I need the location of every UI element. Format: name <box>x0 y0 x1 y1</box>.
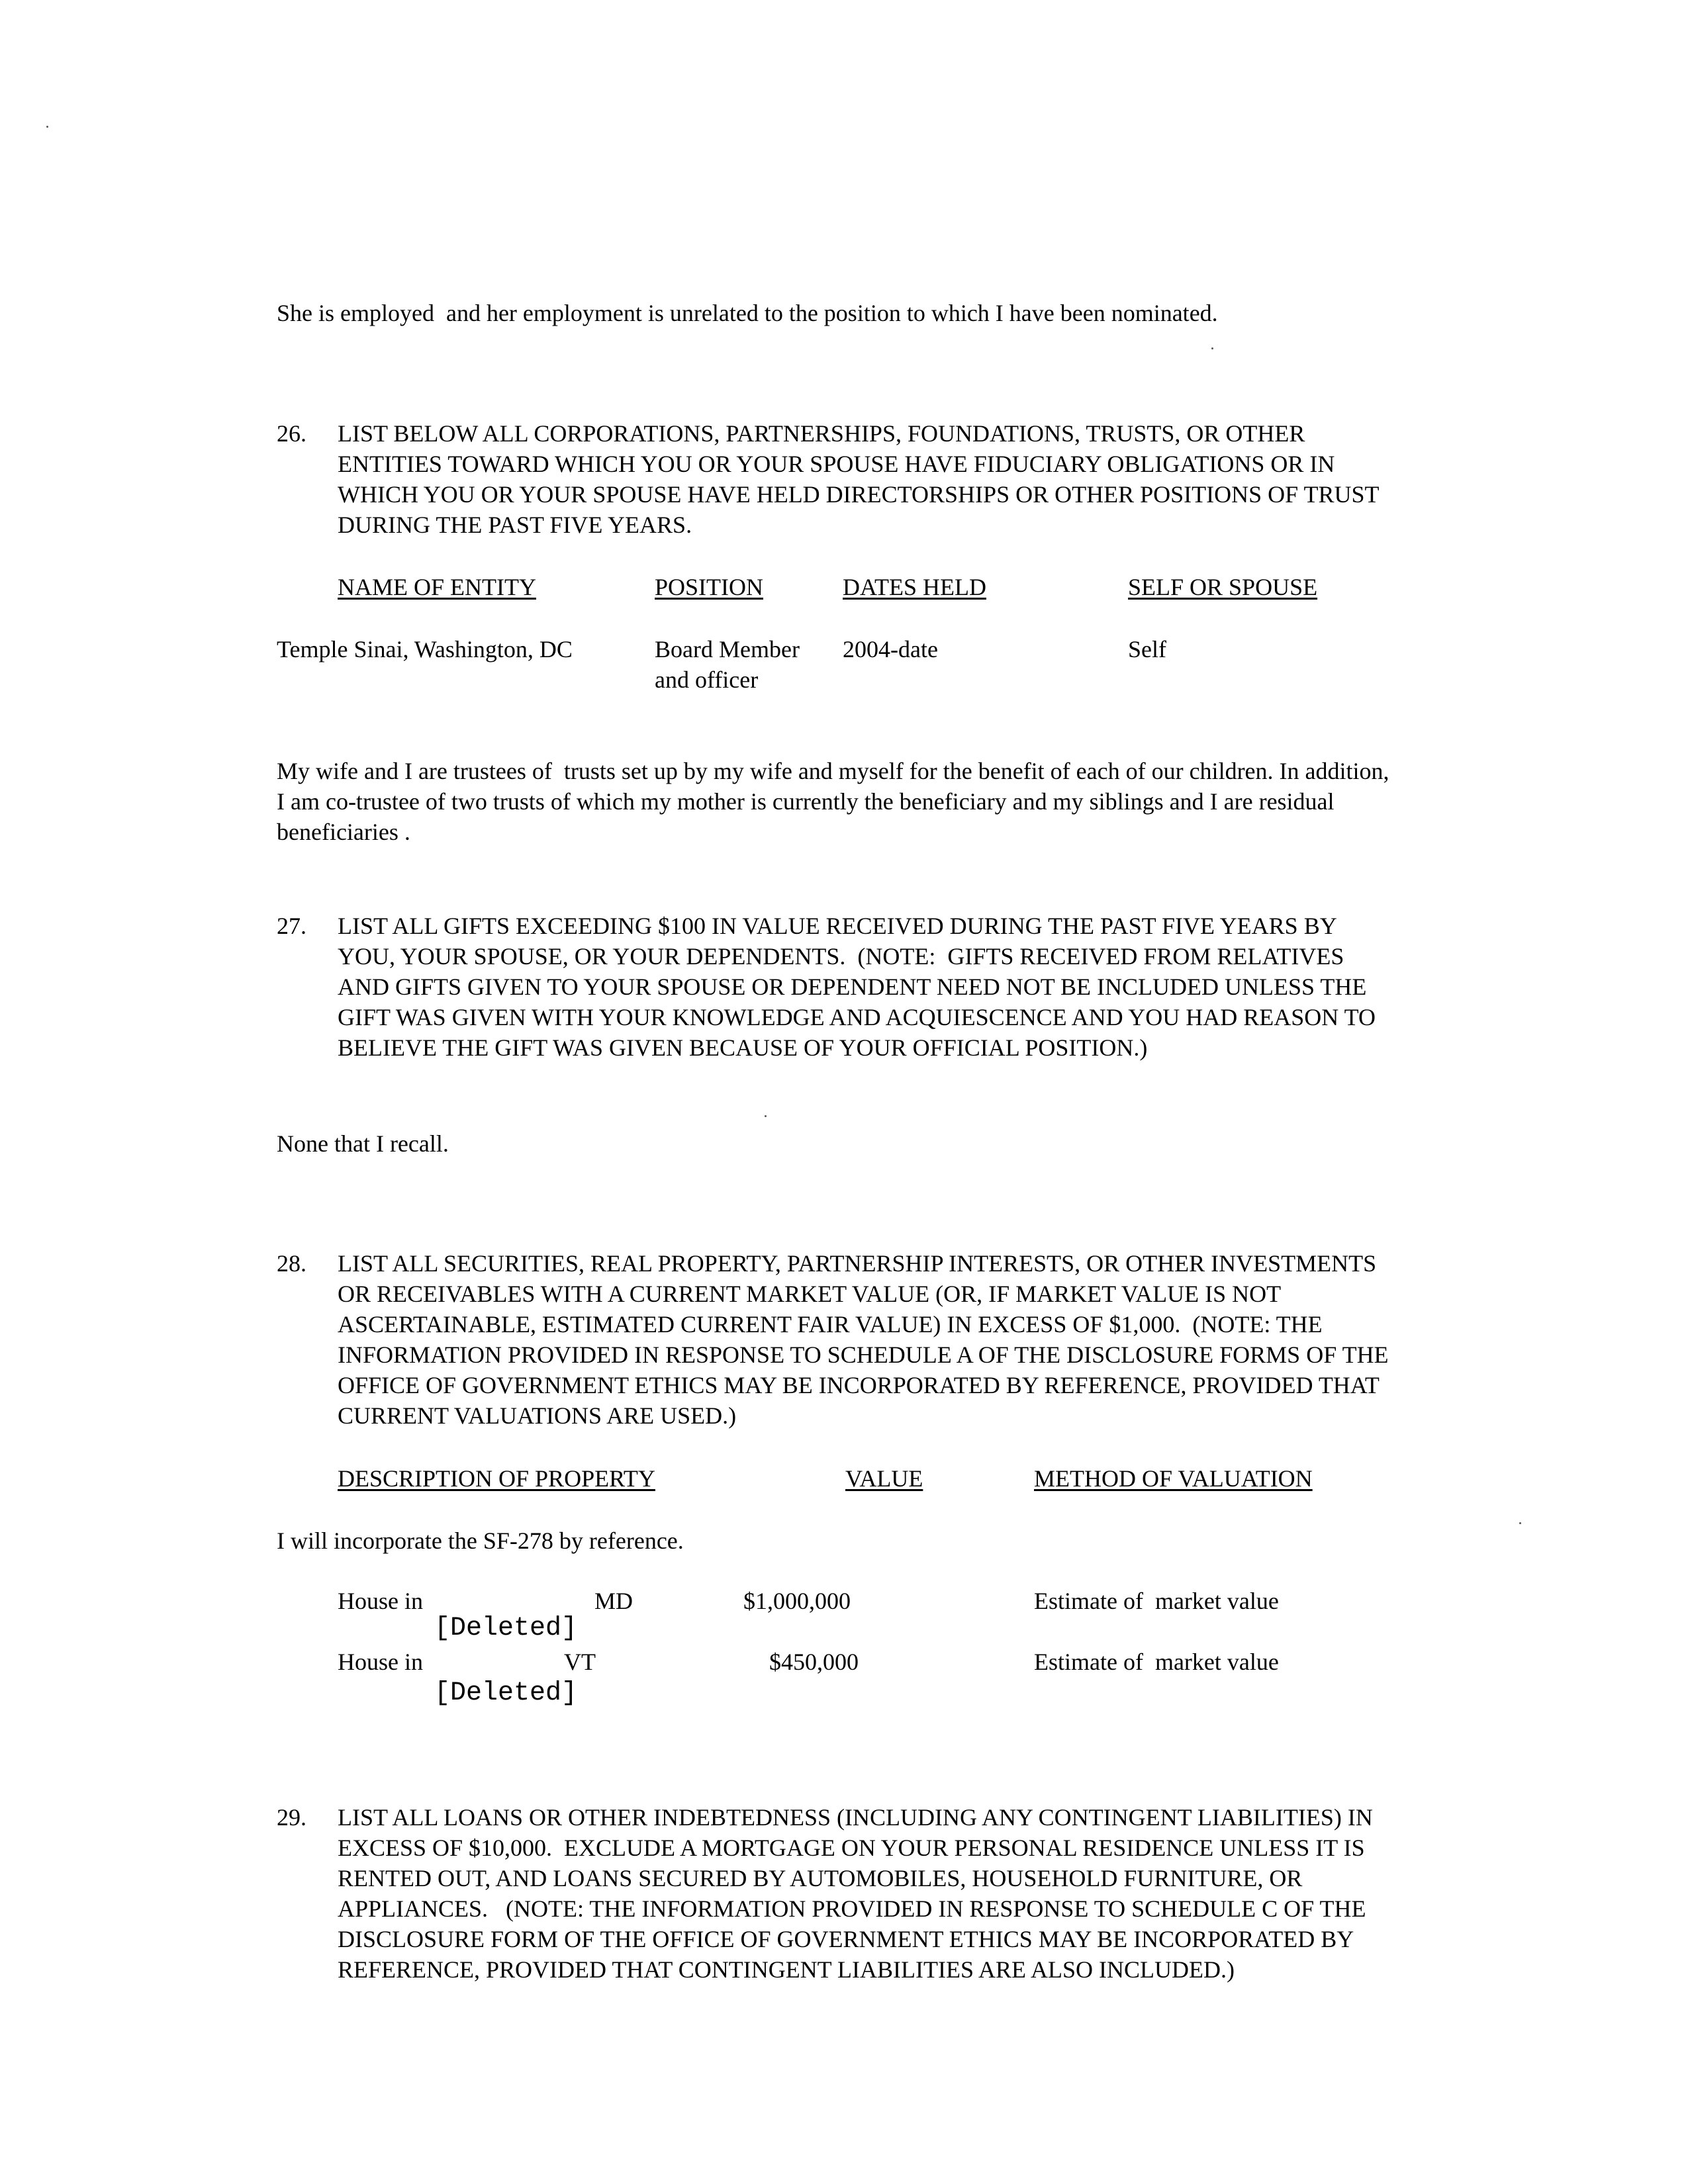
note-line: I am co-trustee of two trusts of which my mother is currently the beneficiary and my siblings and I are residual <box>277 788 1335 815</box>
question-line: YOU, YOUR SPOUSE, OR YOUR DEPENDENTS. (NOTE: GIFTS RECEIVED FROM RELATIVES <box>338 943 1344 970</box>
column-header-dates: DATES HELD <box>843 574 986 600</box>
column-header-value: VALUE <box>845 1465 923 1492</box>
property-description: House in <box>338 1588 423 1614</box>
question-number: 28. <box>277 1250 306 1277</box>
question-line: ASCERTAINABLE, ESTIMATED CURRENT FAIR VALUE) IN EXCESS OF $1,000. (NOTE: THE <box>338 1311 1323 1338</box>
question-text <box>338 1802 1373 1985</box>
property-state: VT <box>564 1649 596 1675</box>
question-line: EXCESS OF $10,000. EXCLUDE A MORTGAGE ON YOUR PERSONAL RESIDENCE UNLESS IT IS <box>338 1835 1365 1861</box>
entity-name: Temple Sinai, Washington, DC <box>277 636 573 662</box>
note-line: My wife and I are trustees of trusts set up by my wife and myself for the benefit of each of our children. In addition, <box>277 758 1389 784</box>
column-header-position: POSITION <box>655 574 764 600</box>
property-description: House in <box>338 1649 423 1675</box>
scan-speck <box>765 1115 767 1117</box>
question-number: 29. <box>277 1804 306 1831</box>
property-method: Estimate of market value <box>1034 1649 1279 1675</box>
question-line: OR RECEIVABLES WITH A CURRENT MARKET VALUE (OR, IF MARKET VALUE IS NOT <box>338 1281 1282 1307</box>
question-line: DISCLOSURE FORM OF THE OFFICE OF GOVERNMENT ETHICS MAY BE INCORPORATED BY <box>338 1926 1354 1952</box>
spouse-employment-text: She is employed and her employment is unrelated to the position to which I have been nominated. <box>277 300 1218 326</box>
scan-speck <box>46 126 48 128</box>
question-line: CURRENT VALUATIONS ARE USED.) <box>338 1402 737 1429</box>
entity-self-spouse: Self <box>1128 636 1166 662</box>
entity-position-cont: and officer <box>655 666 759 693</box>
trusts-note <box>277 756 1389 847</box>
question-line: LIST BELOW ALL CORPORATIONS, PARTNERSHIPS, FOUNDATIONS, TRUSTS, OR OTHER <box>338 420 1305 447</box>
note-line: beneficiaries . <box>277 819 410 845</box>
column-header-self-spouse: SELF OR SPOUSE <box>1128 574 1318 600</box>
entity-dates: 2004-date <box>843 636 938 662</box>
question-text <box>338 1248 1389 1431</box>
question-line: INFORMATION PROVIDED IN RESPONSE TO SCHEDULE A OF THE DISCLOSURE FORMS OF THE <box>338 1342 1389 1368</box>
column-header-method: METHOD OF VALUATION <box>1034 1465 1313 1492</box>
column-header-entity: NAME OF ENTITY <box>338 574 536 600</box>
question-line: APPLIANCES. (NOTE: THE INFORMATION PROVIDED IN RESPONSE TO SCHEDULE C OF THE <box>338 1895 1366 1922</box>
question-number: 26. <box>277 420 306 447</box>
property-value: $1,000,000 <box>743 1588 851 1614</box>
question-text <box>338 911 1376 1063</box>
entity-position: Board Member <box>655 636 800 662</box>
redaction-label: [Deleted] <box>434 1678 578 1708</box>
scan-speck <box>1211 347 1213 349</box>
property-value: $450,000 <box>769 1649 859 1675</box>
scan-speck <box>1519 1522 1521 1524</box>
question-line: LIST ALL LOANS OR OTHER INDEBTEDNESS (INCLUDING ANY CONTINGENT LIABILITIES) IN <box>338 1804 1373 1831</box>
question-line: WHICH YOU OR YOUR SPOUSE HAVE HELD DIRECTORSHIPS OR OTHER POSITIONS OF TRUST <box>338 481 1380 508</box>
question-line: AND GIFTS GIVEN TO YOUR SPOUSE OR DEPENDENT NEED NOT BE INCLUDED UNLESS THE <box>338 974 1367 1000</box>
question-line: ENTITIES TOWARD WHICH YOU OR YOUR SPOUSE HAVE FIDUCIARY OBLIGATIONS OR IN <box>338 451 1335 477</box>
question-number: 27. <box>277 913 306 939</box>
question-line: GIFT WAS GIVEN WITH YOUR KNOWLEDGE AND ACQUIESCENCE AND YOU HAD REASON TO <box>338 1004 1376 1030</box>
question-line: OFFICE OF GOVERNMENT ETHICS MAY BE INCORPORATED BY REFERENCE, PROVIDED THAT <box>338 1372 1380 1398</box>
column-header-description: DESCRIPTION OF PROPERTY <box>338 1465 655 1492</box>
question-line: RENTED OUT, AND LOANS SECURED BY AUTOMOBILES, HOUSEHOLD FURNITURE, OR <box>338 1865 1303 1891</box>
gifts-answer: None that I recall. <box>277 1130 449 1157</box>
property-state: MD <box>594 1588 633 1614</box>
question-line: BELIEVE THE GIFT WAS GIVEN BECAUSE OF YOUR OFFICIAL POSITION.) <box>338 1034 1148 1061</box>
redaction-label: [Deleted] <box>434 1614 578 1643</box>
question-line: LIST ALL GIFTS EXCEEDING $100 IN VALUE RECEIVED DURING THE PAST FIVE YEARS BY <box>338 913 1337 939</box>
question-line: REFERENCE, PROVIDED THAT CONTINGENT LIABILITIES ARE ALSO INCLUDED.) <box>338 1956 1235 1983</box>
question-line: LIST ALL SECURITIES, REAL PROPERTY, PARTNERSHIP INTERESTS, OR OTHER INVESTMENTS <box>338 1250 1377 1277</box>
sf278-note: I will incorporate the SF-278 by reference. <box>277 1527 684 1554</box>
question-line: DURING THE PAST FIVE YEARS. <box>338 512 692 538</box>
property-method: Estimate of market value <box>1034 1588 1279 1614</box>
question-text <box>338 418 1380 540</box>
